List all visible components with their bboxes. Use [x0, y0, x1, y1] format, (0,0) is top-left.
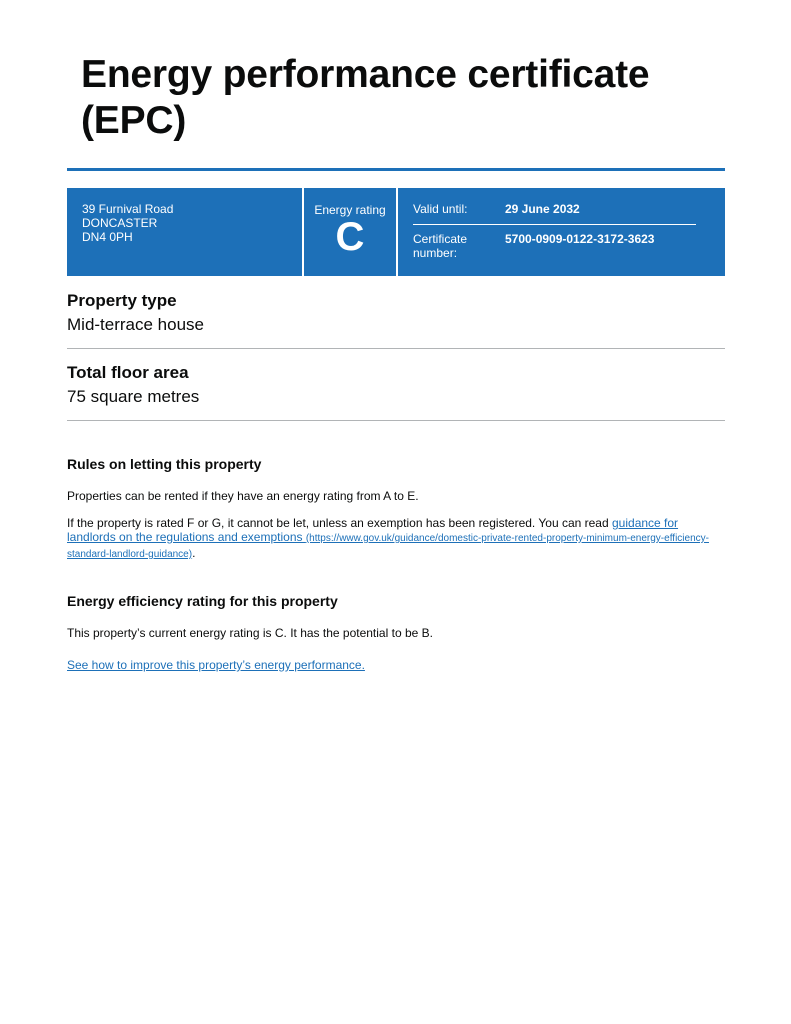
- floor-area-value: 75 square metres: [67, 387, 200, 406]
- letting-rules-heading: Rules on letting this property: [67, 456, 262, 472]
- letting-rules-end: .: [192, 546, 196, 560]
- floor-area-heading: Total floor area: [67, 363, 189, 382]
- energy-rating-letter: C: [335, 215, 365, 259]
- address-line-1: 39 Furnival Road: [82, 202, 174, 216]
- certificate-panel: [398, 188, 725, 276]
- floor-area-divider: [67, 420, 725, 421]
- certificate-number-label: Certificate number:: [413, 232, 468, 260]
- property-type-block: [67, 291, 725, 335]
- improve-performance-link[interactable]: See how to improve this property’s energy performance.: [67, 658, 365, 672]
- certificate-number-row: [413, 232, 725, 260]
- energy-rating-label: Energy rating: [314, 203, 386, 217]
- title-divider: [67, 168, 725, 171]
- letting-rules-paragraph-2: [67, 516, 727, 562]
- valid-until-row: [413, 202, 725, 216]
- address-line-3: DN4 0PH: [82, 230, 133, 244]
- valid-until-label: Valid until:: [413, 202, 468, 216]
- floor-area-block: [67, 363, 725, 407]
- address-panel: [67, 188, 302, 276]
- efficiency-rating-paragraph: This property’s current energy rating is C. It has the potential to be B.: [67, 626, 433, 640]
- page-title: Energy performance certificate (EPC): [81, 53, 650, 142]
- property-type-divider: [67, 348, 725, 349]
- address-line-2: DONCASTER: [82, 216, 158, 230]
- improve-performance-paragraph: [67, 658, 727, 672]
- property-type-value: Mid-terrace house: [67, 315, 205, 334]
- certificate-number-value: 5700-0909-0122-3172-3623: [505, 232, 655, 246]
- certificate-divider: [413, 224, 696, 225]
- epc-summary-banner: [67, 188, 725, 276]
- letting-rules-paragraph-1: Properties can be rented if they have an energy rating from A to E.: [67, 489, 419, 503]
- valid-until-value: 29 June 2032: [505, 202, 580, 216]
- energy-rating-panel: [304, 188, 396, 276]
- landlord-guidance-link-text: guidance for landlords on the regulations and exemptions: [67, 516, 679, 544]
- property-type-heading: Property type: [67, 291, 177, 310]
- letting-rules-text: If the property is rated F or G, it cannot be let, unless an exemption has been registered. You can read: [67, 516, 612, 530]
- efficiency-rating-heading: Energy efficiency rating for this property: [67, 593, 338, 609]
- landlord-guidance-url: (https://www.gov.uk/guidance/domestic-private-rented-property-minimum-energy-efficiency-standard-landlord-guidance): [67, 533, 709, 560]
